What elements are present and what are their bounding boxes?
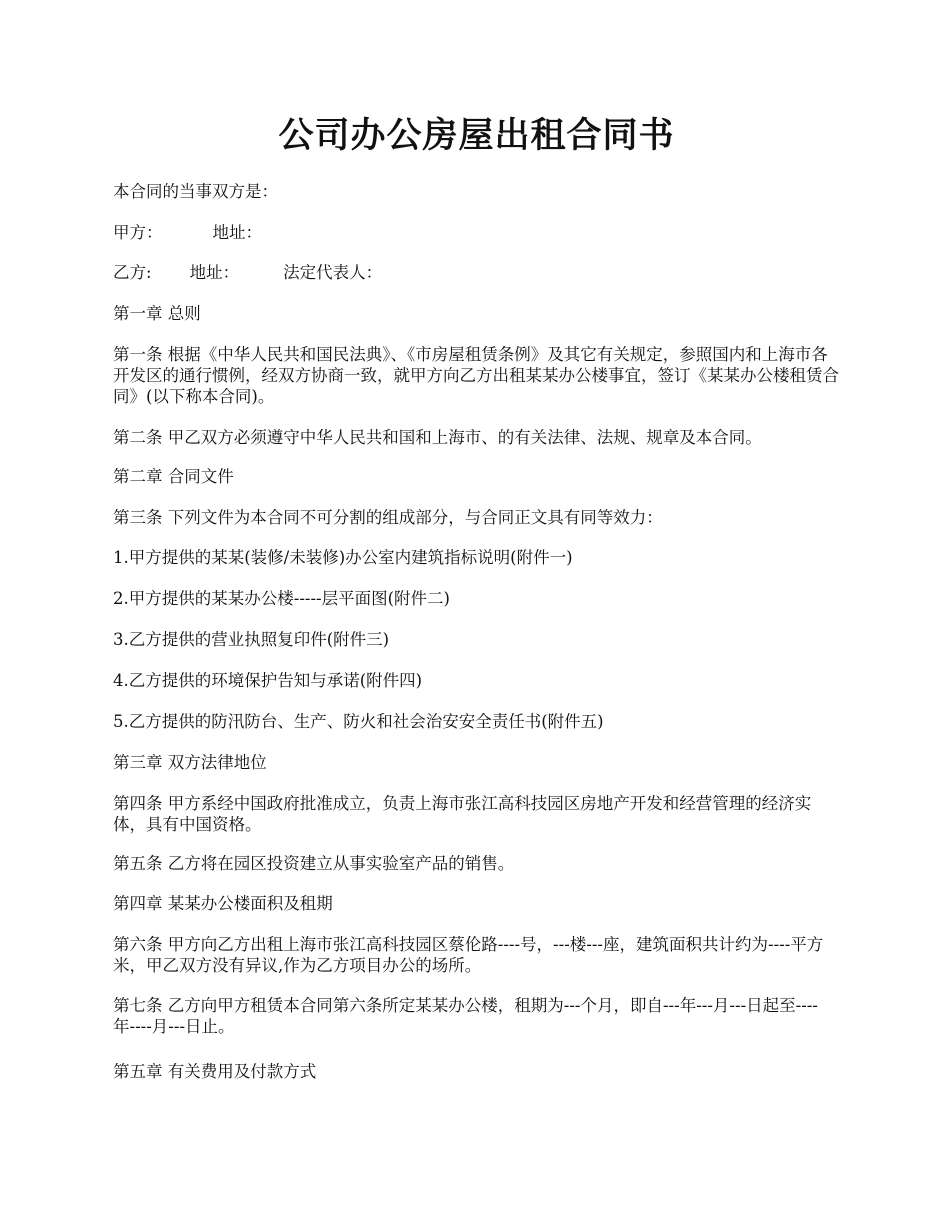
chapter-heading: 第五章 有关费用及付款方式 [113,1062,317,1081]
chapter-heading: 第四章 某某办公楼面积及租期 [113,894,333,913]
article-paragraph: 第六条 甲方向乙方出租上海市张江高科技园区蔡伦路----号，---楼---座，建筑面积共计约为----平方米，甲乙双方没有异议,作为乙方项目办公的场所。 [113,935,824,975]
party-a-label: 甲方： [113,223,163,242]
list-item: 3.乙方提供的营业执照复印件(附件三) [113,630,390,649]
party-b-address-label: 地址： [189,263,240,282]
chapter-heading: 第二章 合同文件 [113,467,234,486]
article-paragraph: 第二条 甲乙双方必须遵守中华人民共和国和上海市、的有关法律、法规、规章及本合同。 [113,428,762,447]
intro-line: 本合同的当事双方是： [113,182,278,201]
article-paragraph: 第四条 甲方系经中国政府批准成立，负责上海市张江高科技园区房地产开发和经营管理的经济实体，具有中国资格。 [113,794,812,834]
party-a-address-label: 地址： [212,223,262,242]
article-paragraph: 第五条 乙方将在园区投资建立从事实验室产品的销售。 [113,854,515,873]
chapter-heading: 第一章 总则 [113,304,201,323]
list-item: 1.甲方提供的某某(装修/未装修)办公室内建筑指标说明(附件一) [113,548,573,567]
list-item: 5.乙方提供的防汛防台、生产、防火和社会治安安全责任书(附件五) [113,712,604,731]
party-a-line [113,222,840,243]
list-item: 4.乙方提供的环境保护告知与承诺(附件四) [113,671,423,690]
chapter-heading: 第三章 双方法律地位 [113,753,267,772]
document-title: 公司办公房屋出租合同书 [278,115,675,156]
party-b-rep-label: 法定代表人： [283,263,383,282]
party-b-label: 乙方: [113,263,152,282]
list-item: 2.甲方提供的某某办公楼-----层平面图(附件二) [113,589,450,608]
article-paragraph: 第一条 根据《中华人民共和国民法典》、《市房屋租赁条例》及其它有关规定，参照国内和上海市各开发区的通行惯例，经双方协商一致，就甲方向乙方出租某某办公楼事宜，签订《某某办公楼租赁合同》(以下称本合同)。 [113,345,839,406]
party-b-line [113,262,840,283]
article-paragraph: 第七条 乙方向甲方租赁本合同第六条所定某某办公楼，租期为---个月，即自---年---月---日起至----年----月---日止。 [113,996,818,1036]
article-paragraph: 第三条 下列文件为本合同不可分割的组成部分，与合同正文具有同等效力： [113,508,663,527]
